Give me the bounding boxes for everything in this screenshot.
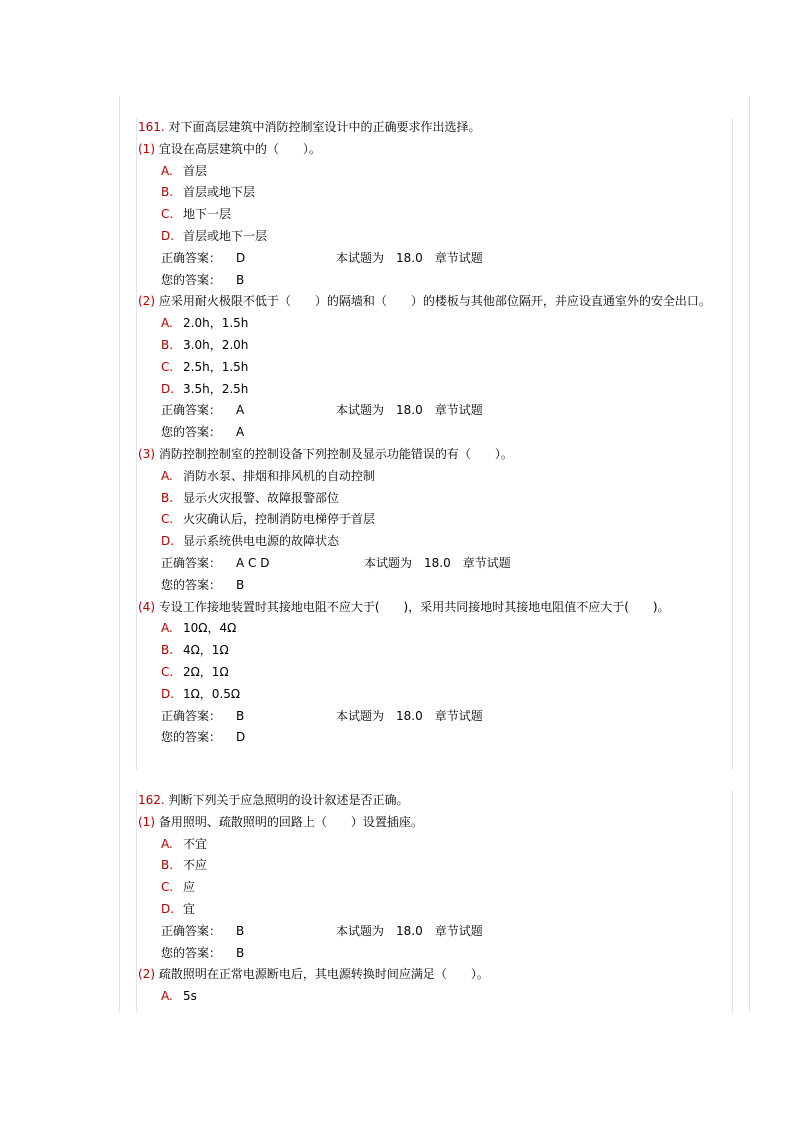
sub-question [138, 444, 738, 466]
option-text: 3.5h，2.5h [183, 381, 249, 396]
option-letter: C. [161, 664, 174, 679]
option-letter: A. [161, 989, 173, 1004]
option-d[interactable] [138, 226, 738, 248]
section-heading [138, 790, 738, 812]
your-answer-row [138, 727, 738, 749]
your-answer-value: D [236, 730, 246, 745]
option-letter: D. [161, 381, 175, 396]
section-number: 162. [138, 793, 165, 807]
sub-question-number: (4) [138, 599, 155, 614]
score-text: 本试题为 18.0 章节试题 [336, 403, 483, 418]
option-letter: C. [161, 359, 174, 374]
your-answer-row [138, 422, 738, 444]
section-number: 161. [138, 120, 165, 134]
option-text: 宜 [183, 901, 196, 916]
option-text: 显示火灾报警、故障报警部位 [183, 490, 340, 505]
option-text: 首层或地下层 [183, 185, 256, 200]
sub-question-number: (2) [138, 294, 155, 309]
your-answer-label: 您的答案： [161, 945, 222, 960]
option-letter: B. [161, 643, 174, 658]
sub-question [138, 597, 738, 619]
option-text: 消防水泵、排烟和排风机的自动控制 [183, 468, 376, 483]
option-c[interactable] [138, 662, 738, 684]
sub-question-text: 消防控制控制室的控制设备下列控制及显示功能错误的有（ ）。 [158, 446, 513, 461]
option-text: 1Ω，0.5Ω [183, 686, 241, 701]
option-b[interactable] [138, 855, 738, 877]
section-title: 判断下列关于应急照明的设计叙述是否正确。 [168, 793, 409, 807]
page-rule-left [119, 96, 120, 1012]
option-letter: A. [161, 316, 173, 331]
option-text: 10Ω，4Ω [183, 621, 237, 636]
option-a[interactable] [138, 834, 738, 856]
option-text: 不宜 [183, 836, 208, 851]
option-text: 不应 [183, 858, 208, 873]
your-answer-row [138, 943, 738, 965]
sub-question [138, 291, 728, 313]
option-text: 应 [183, 880, 196, 895]
score-text: 本试题为 18.0 章节试题 [336, 708, 483, 723]
sub-question [138, 812, 738, 834]
your-answer-label: 您的答案： [161, 577, 222, 592]
question-section-161 [138, 117, 738, 749]
correct-answer-label: 正确答案： [161, 923, 222, 938]
section-heading [138, 117, 738, 139]
option-letter: D. [161, 901, 175, 916]
option-b[interactable] [138, 488, 738, 510]
option-letter: D. [161, 228, 175, 243]
correct-answer-value: A [236, 403, 245, 418]
option-letter: A. [161, 163, 173, 178]
section-161-rule-left [136, 118, 137, 770]
option-text: 3.0h，2.0h [183, 337, 249, 352]
option-text: 5s [183, 989, 197, 1004]
option-letter: A. [161, 836, 173, 851]
option-letter: B. [161, 490, 174, 505]
correct-answer-label: 正确答案： [161, 250, 222, 265]
your-answer-value: B [236, 577, 245, 592]
correct-answer-row [138, 921, 738, 943]
correct-answer-value: A C D [236, 555, 270, 570]
option-letter: D. [161, 534, 175, 549]
correct-answer-label: 正确答案： [161, 708, 222, 723]
sub-question-text: 应采用耐火极限不低于（ ）的隔墙和（ ）的楼板与其他部位隔开，并应设直通室外的安全出口。 [158, 294, 711, 309]
option-a[interactable] [138, 466, 738, 488]
option-b[interactable] [138, 335, 738, 357]
option-d[interactable] [138, 899, 738, 921]
sub-question [138, 964, 738, 986]
option-d[interactable] [138, 684, 738, 706]
option-a[interactable] [138, 313, 738, 335]
question-section-162 [138, 790, 738, 1008]
correct-answer-value: B [236, 708, 245, 723]
sub-question-number: (1) [138, 141, 155, 156]
option-text: 2.0h，1.5h [183, 316, 249, 331]
sub-question-text: 备用照明、疏散照明的回路上（ ）设置插座。 [158, 814, 423, 829]
option-letter: A. [161, 468, 173, 483]
correct-answer-value: B [236, 923, 245, 938]
section-title: 对下面高层建筑中消防控制室设计中的正确要求作出选择。 [168, 120, 481, 134]
section-162-rule-left [136, 790, 137, 1012]
your-answer-value: B [236, 272, 245, 287]
option-c[interactable] [138, 357, 738, 379]
your-answer-label: 您的答案： [161, 730, 222, 745]
option-text: 地下一层 [183, 207, 232, 222]
correct-answer-row [138, 553, 738, 575]
option-text: 2Ω，1Ω [183, 664, 229, 679]
sub-question-text: 专设工作接地装置时其接地电阻不应大于( )，采用共同接地时其接地电阻值不应大于( )。 [158, 599, 670, 614]
option-c[interactable] [138, 877, 738, 899]
your-answer-row [138, 270, 738, 292]
correct-answer-label: 正确答案： [161, 555, 222, 570]
option-letter: C. [161, 207, 174, 222]
option-text: 显示系统供电电源的故障状态 [183, 534, 340, 549]
sub-question-text: 疏散照明在正常电源断电后，其电源转换时间应满足（ ）。 [158, 967, 489, 982]
option-text: 4Ω，1Ω [183, 643, 229, 658]
page-rule-right [749, 96, 750, 1012]
sub-question-number: (3) [138, 446, 155, 461]
option-b[interactable] [138, 640, 738, 662]
option-letter: D. [161, 686, 175, 701]
option-letter: C. [161, 512, 174, 527]
option-a[interactable] [138, 161, 738, 183]
option-c[interactable] [138, 509, 738, 531]
score-text: 本试题为 18.0 章节试题 [364, 555, 511, 570]
correct-answer-row [138, 400, 738, 422]
option-b[interactable] [138, 182, 738, 204]
option-a[interactable] [138, 618, 738, 640]
option-letter: A. [161, 621, 173, 636]
option-text: 首层或地下一层 [183, 228, 268, 243]
option-letter: B. [161, 185, 174, 200]
option-letter: C. [161, 880, 174, 895]
option-c[interactable] [138, 204, 738, 226]
option-text: 火灾确认后，控制消防电梯停于首层 [183, 512, 376, 527]
score-text: 本试题为 18.0 章节试题 [336, 923, 483, 938]
sub-question-text: 宜设在高层建筑中的（ ）。 [158, 141, 321, 156]
option-letter: B. [161, 858, 174, 873]
correct-answer-row [138, 248, 738, 270]
your-answer-label: 您的答案： [161, 425, 222, 440]
option-d[interactable] [138, 379, 738, 401]
option-a[interactable] [138, 986, 738, 1008]
option-d[interactable] [138, 531, 738, 553]
option-letter: B. [161, 337, 174, 352]
sub-question [138, 139, 738, 161]
sub-question-number: (2) [138, 967, 155, 982]
correct-answer-row [138, 706, 738, 728]
option-text: 2.5h，1.5h [183, 359, 249, 374]
your-answer-label: 您的答案： [161, 272, 222, 287]
option-text: 首层 [183, 163, 208, 178]
your-answer-row [138, 575, 738, 597]
your-answer-value: A [236, 425, 245, 440]
score-text: 本试题为 18.0 章节试题 [336, 250, 483, 265]
your-answer-value: B [236, 945, 245, 960]
correct-answer-label: 正确答案： [161, 403, 222, 418]
sub-question-number: (1) [138, 814, 155, 829]
correct-answer-value: D [236, 250, 246, 265]
